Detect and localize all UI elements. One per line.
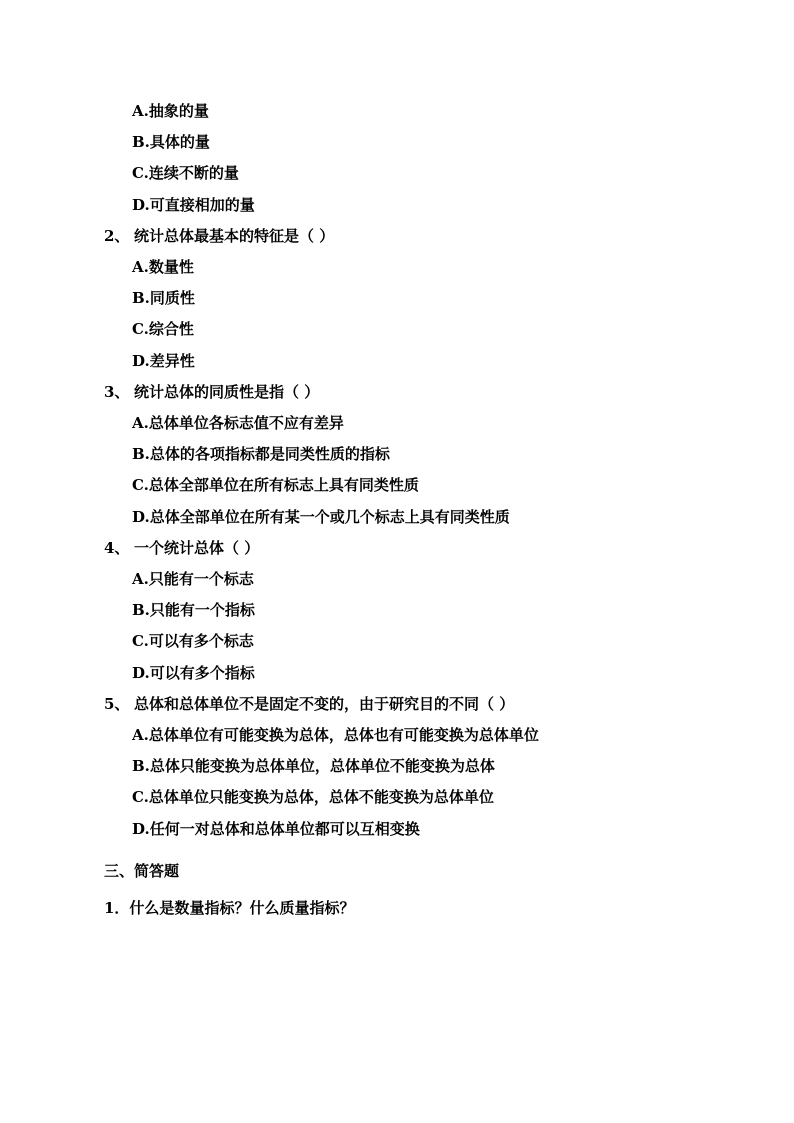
section-heading: 三、简答题: [104, 862, 180, 880]
q2-question: 统计总体最基本的特征是（ ）: [134, 227, 335, 245]
q3-option-d: D.总体全部单位在所有某一个或几个标志上具有同类性质: [132, 508, 510, 526]
q1-option-c: C.连续不断的量: [132, 164, 239, 182]
q3-question: 统计总体的同质性是指（ ）: [134, 383, 320, 401]
q2-option-d: D.差异性: [132, 352, 195, 370]
q5-question: 总体和总体单位不是固定不变的，由于研究目的不同（ ）: [134, 695, 515, 713]
q4-option-c: C.可以有多个标志: [132, 632, 254, 650]
q5-option-d: D.任何一对总体和总体单位都可以互相变换: [132, 820, 420, 838]
q4-option-b: B.只能有一个指标: [132, 601, 255, 619]
q2-option-c: C.综合性: [132, 320, 194, 338]
q2-option-b: B.同质性: [132, 289, 195, 307]
q4-number: 4、: [104, 539, 130, 557]
q3-option-a: A.总体单位各标志值不应有差异: [132, 414, 344, 432]
short-answer-question-1: 1．什么是数量指标？什么质量指标？: [104, 899, 355, 917]
q5-number: 5、: [104, 695, 130, 713]
q4-question: 一个统计总体（ ）: [134, 539, 260, 557]
q2-number: 2、: [104, 227, 130, 245]
q5-option-c: C.总体单位只能变换为总体，总体不能变换为总体单位: [132, 788, 494, 806]
q1-option-b: B.具体的量: [132, 133, 210, 151]
q3-option-c: C.总体全部单位在所有标志上具有同类性质: [132, 476, 419, 494]
q5-option-a: A.总体单位有可能变换为总体，总体也有可能变换为总体单位: [132, 726, 539, 744]
q4-option-a: A.只能有一个标志: [132, 570, 254, 588]
q2-option-a: A.数量性: [132, 258, 194, 276]
q3-option-b: B.总体的各项指标都是同类性质的指标: [132, 445, 390, 463]
q5-option-b: B.总体只能变换为总体单位，总体单位不能变换为总体: [132, 757, 495, 775]
q3-number: 3、: [104, 383, 130, 401]
q4-option-d: D.可以有多个指标: [132, 664, 255, 682]
q1-option-d: D.可直接相加的量: [132, 196, 255, 214]
q1-option-a: A.抽象的量: [132, 102, 209, 120]
